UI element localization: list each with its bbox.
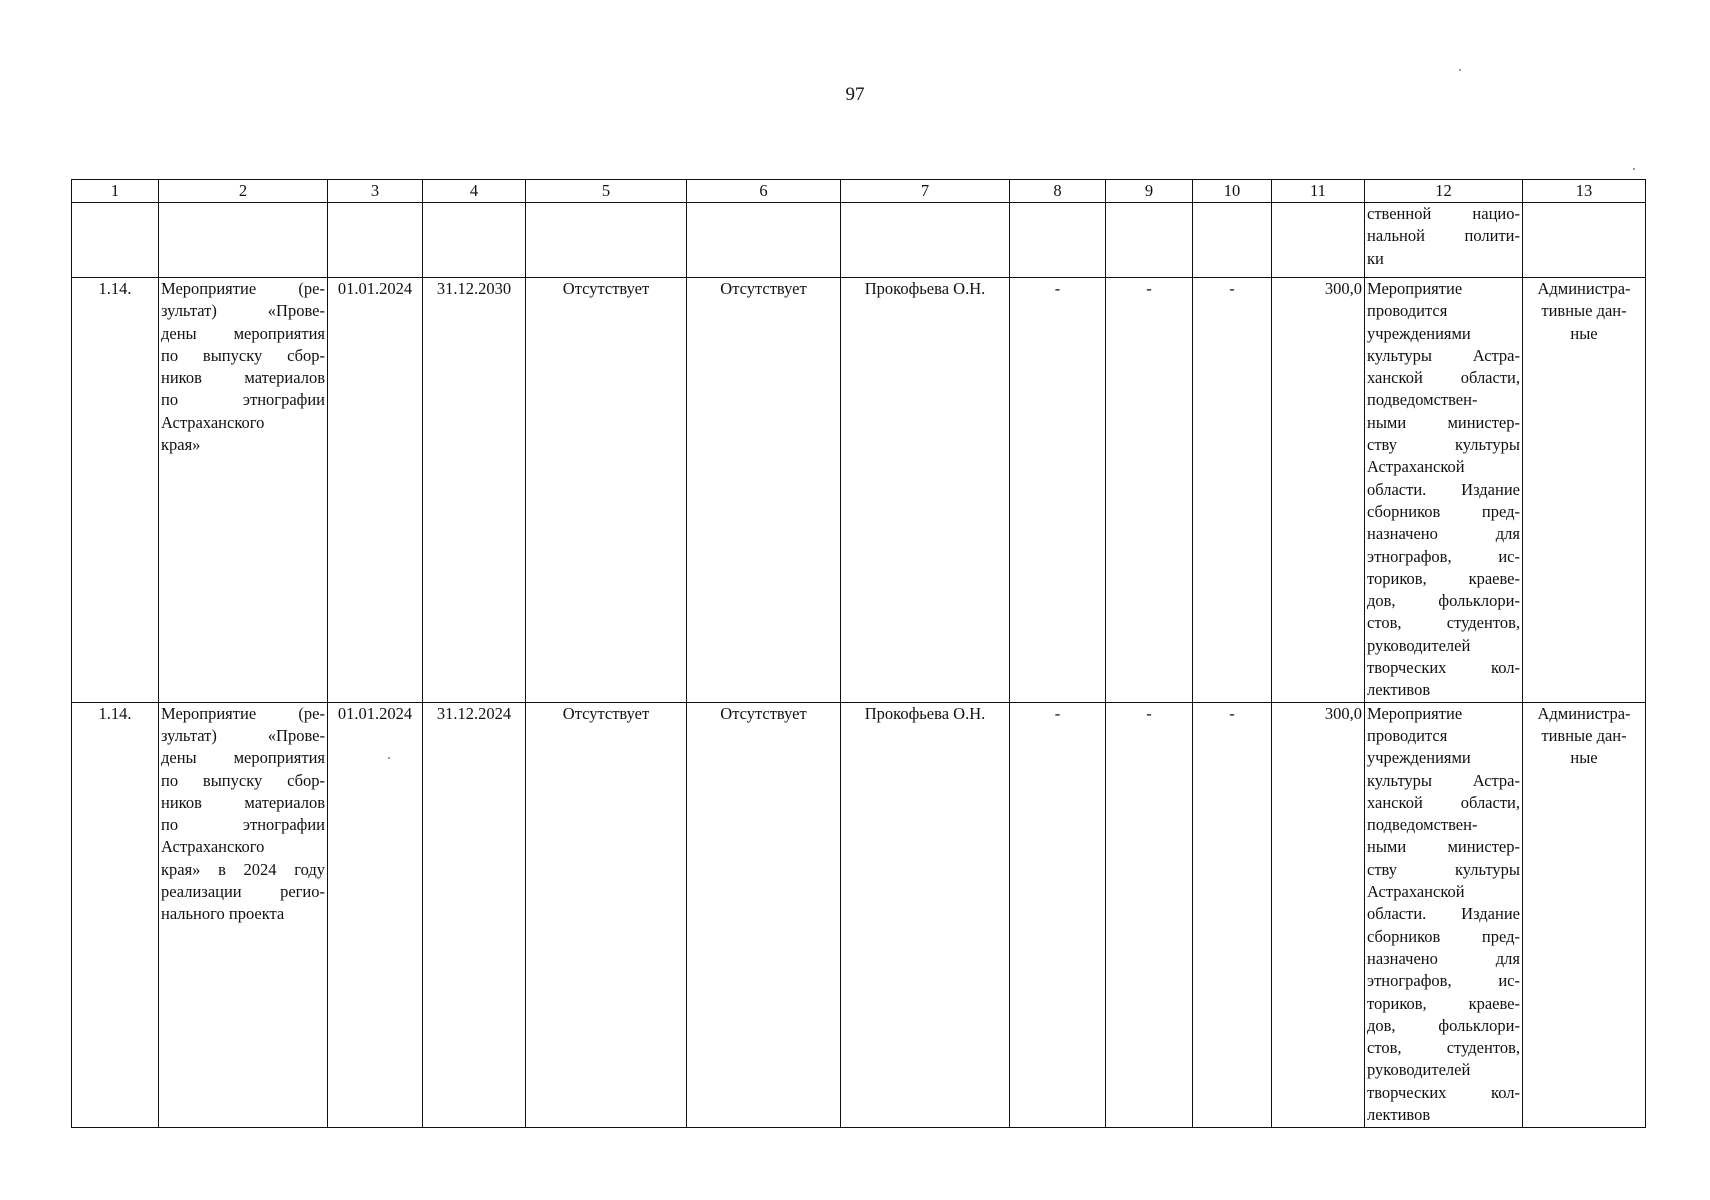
cell xyxy=(841,203,1010,278)
text-line: Астраханской xyxy=(1367,457,1465,477)
text-line: сборников пред- xyxy=(1367,501,1520,521)
text-line: Астраханского xyxy=(161,837,265,857)
text-line: ные xyxy=(1570,323,1598,343)
text-line: Астраханского xyxy=(161,412,265,432)
text-line: учреждениями xyxy=(1367,323,1471,343)
data-source-cell xyxy=(1523,702,1646,1127)
text-line: края» xyxy=(161,435,201,455)
text-line: дены мероприятия xyxy=(161,748,325,768)
continuation-description-cell xyxy=(1365,203,1523,278)
cell xyxy=(526,203,687,278)
text-line: по этнографии xyxy=(161,390,325,410)
cell xyxy=(423,203,526,278)
col10-value: - xyxy=(1193,702,1272,1127)
cell xyxy=(1523,203,1646,278)
text-line: дены мероприятия xyxy=(161,323,325,343)
text-line: тивные дан- xyxy=(1541,725,1627,745)
cell xyxy=(687,203,841,278)
scan-speck xyxy=(1633,168,1635,170)
text-line: ству культуры xyxy=(1367,435,1520,455)
text-line: ториков, краеве- xyxy=(1367,568,1520,588)
text-line: ников материалов xyxy=(161,792,325,812)
text-line: зультат) «Прове- xyxy=(161,725,325,745)
cell xyxy=(72,203,159,278)
table-header xyxy=(72,180,1646,203)
text-line: по выпуску сбор- xyxy=(161,770,325,790)
text-line: ханской области, xyxy=(1367,792,1520,812)
text-line: Мероприятие xyxy=(1367,703,1463,723)
cell xyxy=(1106,203,1193,278)
text-line: реализации регио- xyxy=(161,882,325,902)
text-line: Мероприятие (ре- xyxy=(161,279,325,298)
text-line: ству культуры xyxy=(1367,859,1520,879)
text-line: назначено для xyxy=(1367,948,1520,968)
cell xyxy=(1272,203,1365,278)
text-line: учреждениями xyxy=(1367,748,1471,768)
start-date: 01.01.2024 xyxy=(328,278,423,703)
header-col-8: 8 xyxy=(1010,180,1106,203)
header-col-13: 13 xyxy=(1523,180,1646,203)
text-line: назначено для xyxy=(1367,524,1520,544)
cell xyxy=(1010,203,1106,278)
text-line: нальной полити- xyxy=(1367,226,1520,246)
text-line: Астраханской xyxy=(1367,882,1465,902)
table-row xyxy=(72,278,1646,703)
text-line: этнографов, ис- xyxy=(1367,971,1520,991)
text-line: края» в 2024 году xyxy=(161,859,325,879)
header-col-7: 7 xyxy=(841,180,1010,203)
col6-value: Отсутствует xyxy=(687,278,841,703)
measures-table xyxy=(71,179,1646,1128)
text-line: зультат) «Прове- xyxy=(161,301,325,321)
text-line: Администра- xyxy=(1537,703,1631,723)
scan-speck xyxy=(1459,69,1461,71)
text-line: Мероприятие (ре- xyxy=(161,703,325,723)
text-line: Администра- xyxy=(1537,279,1631,298)
text-line: стов, студентов, xyxy=(1367,1038,1520,1058)
text-line: ториков, краеве- xyxy=(1367,993,1520,1013)
text-line: ников материалов xyxy=(161,368,325,388)
text-line: дов, фольклори- xyxy=(1367,1015,1520,1035)
col5-value: Отсутствует xyxy=(526,278,687,703)
text-line: сборников пред- xyxy=(1367,926,1520,946)
text-line: ные xyxy=(1570,748,1598,768)
text-line: ственной нацио- xyxy=(1367,204,1520,223)
text-line: по выпуску сбор- xyxy=(161,345,325,365)
col6-value: Отсутствует xyxy=(687,702,841,1127)
text-line: руководителей xyxy=(1367,635,1471,655)
cell xyxy=(159,203,328,278)
text-line: ки xyxy=(1367,248,1384,268)
responsible-person: Прокофьева О.Н. xyxy=(841,702,1010,1127)
text-line: лективов xyxy=(1367,680,1431,700)
text-line: проводится xyxy=(1367,301,1448,321)
column-number-row xyxy=(72,180,1646,203)
funding-amount: 300,0 xyxy=(1272,278,1365,703)
text-line: подведомствен- xyxy=(1367,815,1478,835)
col9-value: - xyxy=(1106,702,1193,1127)
funding-amount: 300,0 xyxy=(1272,702,1365,1127)
text-line: руководителей xyxy=(1367,1060,1471,1080)
header-col-6: 6 xyxy=(687,180,841,203)
start-date: 01.01.2024 xyxy=(328,702,423,1127)
end-date: 31.12.2030 xyxy=(423,278,526,703)
text-line: области. Издание xyxy=(1367,904,1520,924)
continuation-row xyxy=(72,203,1646,278)
header-col-3: 3 xyxy=(328,180,423,203)
scan-speck xyxy=(388,757,390,759)
text-line: проводится xyxy=(1367,725,1448,745)
page-number: 97 xyxy=(845,84,865,105)
measure-name-cell xyxy=(159,278,328,703)
text-line: Мероприятие xyxy=(1367,279,1463,298)
text-line: тивные дан- xyxy=(1541,301,1627,321)
measure-name-cell xyxy=(159,702,328,1127)
text-line: подведомствен- xyxy=(1367,390,1478,410)
text-line: дов, фольклори- xyxy=(1367,591,1520,611)
header-col-12: 12 xyxy=(1365,180,1523,203)
row-number: 1.14. xyxy=(72,702,159,1127)
col10-value: - xyxy=(1193,278,1272,703)
text-line: культуры Астра- xyxy=(1367,770,1520,790)
text-line: творческих кол- xyxy=(1367,658,1520,678)
col9-value: - xyxy=(1106,278,1193,703)
responsible-person: Прокофьева О.Н. xyxy=(841,278,1010,703)
col8-value: - xyxy=(1010,702,1106,1127)
text-line: ханской области, xyxy=(1367,368,1520,388)
row-number: 1.14. xyxy=(72,278,159,703)
text-line: области. Издание xyxy=(1367,479,1520,499)
text-line: ными министер- xyxy=(1367,412,1520,432)
col5-value: Отсутствует xyxy=(526,702,687,1127)
data-source-cell xyxy=(1523,278,1646,703)
text-line: культуры Астра- xyxy=(1367,345,1520,365)
cell xyxy=(1193,203,1272,278)
header-col-10: 10 xyxy=(1193,180,1272,203)
header-col-1: 1 xyxy=(72,180,159,203)
text-line: лективов xyxy=(1367,1104,1431,1124)
description-cell xyxy=(1365,278,1523,703)
text-line: стов, студентов, xyxy=(1367,613,1520,633)
col8-value: - xyxy=(1010,278,1106,703)
text-line: творческих кол- xyxy=(1367,1082,1520,1102)
text-line: ными министер- xyxy=(1367,837,1520,857)
header-col-9: 9 xyxy=(1106,180,1193,203)
description-cell xyxy=(1365,702,1523,1127)
text-line: этнографов, ис- xyxy=(1367,546,1520,566)
end-date: 31.12.2024 xyxy=(423,702,526,1127)
text-line: по этнографии xyxy=(161,815,325,835)
text-line: нального проекта xyxy=(161,904,285,924)
header-col-11: 11 xyxy=(1272,180,1365,203)
table-row xyxy=(72,702,1646,1127)
header-col-5: 5 xyxy=(526,180,687,203)
header-col-4: 4 xyxy=(423,180,526,203)
cell xyxy=(328,203,423,278)
header-col-2: 2 xyxy=(159,180,328,203)
